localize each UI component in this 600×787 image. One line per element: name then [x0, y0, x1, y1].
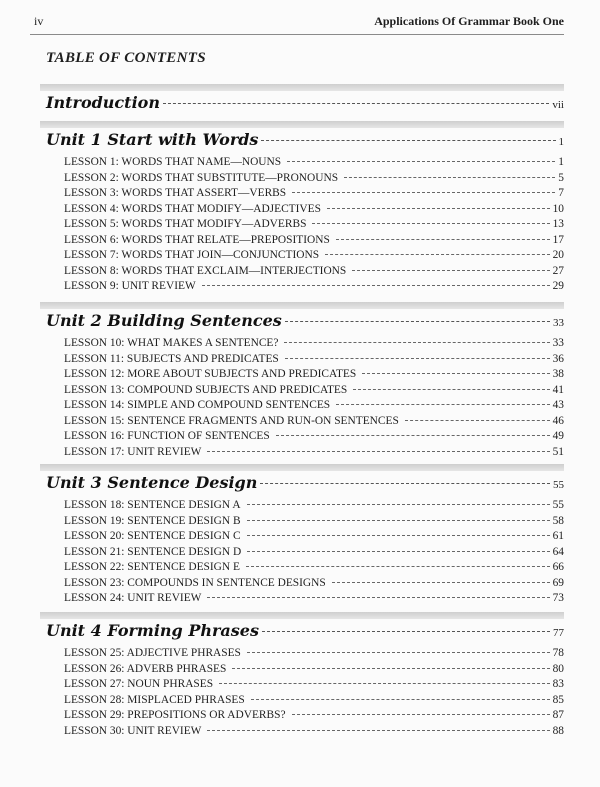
dot-leader — [325, 254, 550, 255]
lesson-entry — [64, 234, 564, 250]
lesson-entry — [64, 156, 564, 172]
lesson-entry — [64, 249, 564, 265]
toc-section-unit-3 — [40, 464, 564, 608]
dot-leader — [285, 358, 550, 359]
lesson-page-number: 87 — [552, 709, 564, 721]
lesson-page-number: 33 — [552, 337, 564, 349]
lesson-title: LESSON 21: SENTENCE DESIGN D — [64, 545, 242, 558]
dot-leader — [287, 161, 555, 162]
lesson-entry — [64, 647, 564, 663]
lesson-entry — [64, 530, 564, 546]
dot-leader — [207, 730, 549, 731]
lesson-page-number: 88 — [552, 724, 564, 737]
lesson-entry — [64, 337, 564, 353]
lesson-entry — [64, 399, 564, 415]
lesson-list — [40, 647, 564, 740]
lesson-page-number: 51 — [552, 445, 564, 458]
lesson-title: LESSON 12: MORE ABOUT SUBJECTS AND PREDICATES — [64, 368, 357, 380]
lesson-title: LESSON 13: COMPOUND SUBJECTS AND PREDICATES — [64, 383, 348, 396]
section-title: Unit 3 Sentence Design — [46, 473, 258, 492]
dot-leader — [292, 192, 555, 193]
dot-leader — [262, 631, 550, 632]
lesson-list — [40, 156, 564, 296]
section-page-number: 1 — [558, 136, 564, 148]
lesson-page-number: 46 — [552, 414, 564, 427]
lesson-page-number: 66 — [552, 561, 564, 573]
lesson-entry — [64, 203, 564, 219]
lesson-title: LESSON 3: WORDS THAT ASSERT—VERBS — [64, 187, 287, 199]
dot-leader — [336, 239, 550, 240]
dot-leader — [232, 668, 549, 669]
lesson-entry — [64, 561, 564, 577]
lesson-title: LESSON 22: SENTENCE DESIGN E — [64, 561, 240, 573]
lesson-entry — [64, 499, 564, 515]
section-heading — [40, 93, 564, 115]
dot-leader — [261, 140, 555, 141]
lesson-title: LESSON 5: WORDS THAT MODIFY—ADVERBS — [64, 218, 307, 230]
lesson-entry — [64, 577, 564, 593]
lesson-title: LESSON 6: WORDS THAT RELATE—PREPOSITIONS — [64, 233, 330, 246]
lesson-list — [40, 337, 564, 461]
section-title: Unit 2 Building Sentences — [46, 311, 282, 330]
toc-title: TABLE OF CONTENTS — [46, 50, 206, 66]
lesson-page-number: 20 — [552, 249, 564, 261]
section-divider — [40, 84, 564, 91]
lesson-title: LESSON 25: ADJECTIVE PHRASES — [64, 647, 241, 659]
lesson-title: LESSON 10: WHAT MAKES A SENTENCE? — [64, 337, 279, 349]
lesson-entry — [64, 725, 564, 741]
lesson-entry — [64, 678, 564, 694]
lesson-page-number: 36 — [552, 352, 564, 365]
lesson-page-number: 55 — [552, 499, 564, 511]
lesson-page-number: 27 — [552, 264, 564, 277]
toc-section-introduction — [40, 84, 564, 115]
page-number: iv — [34, 14, 44, 28]
lesson-page-number: 17 — [552, 233, 564, 246]
lesson-entry — [64, 430, 564, 446]
dot-leader — [353, 389, 549, 390]
lesson-page-number: 64 — [552, 545, 564, 558]
lesson-page-number: 43 — [552, 399, 564, 411]
dot-leader — [332, 582, 550, 583]
dot-leader — [285, 321, 550, 322]
lesson-page-number: 13 — [552, 218, 564, 230]
dot-leader — [251, 699, 550, 700]
dot-leader — [207, 451, 549, 452]
lesson-title: LESSON 17: UNIT REVIEW — [64, 445, 202, 458]
book-title: Applications Of Grammar Book One — [374, 14, 564, 28]
lesson-title: LESSON 4: WORDS THAT MODIFY—ADJECTIVES — [64, 202, 321, 215]
lesson-title: LESSON 30: UNIT REVIEW — [64, 724, 202, 737]
page-header — [30, 12, 564, 35]
lesson-page-number: 49 — [552, 430, 564, 442]
lesson-title: LESSON 19: SENTENCE DESIGN B — [64, 514, 241, 527]
section-title: Unit 4 Forming Phrases — [46, 621, 259, 640]
section-page-number: 33 — [553, 317, 564, 329]
section-divider — [40, 464, 564, 471]
dot-leader — [327, 208, 550, 209]
dot-leader — [219, 683, 550, 684]
lesson-title: LESSON 2: WORDS THAT SUBSTITUTE—PRONOUNS — [64, 171, 339, 184]
lesson-page-number: 85 — [552, 693, 564, 706]
toc-section-unit-1 — [40, 121, 564, 296]
lesson-entry — [64, 368, 564, 384]
section-heading — [40, 130, 564, 152]
dot-leader — [163, 103, 549, 104]
lesson-entry — [64, 384, 564, 400]
dot-leader — [207, 597, 549, 598]
dot-leader — [202, 285, 550, 286]
dot-leader — [362, 373, 549, 374]
lesson-title: LESSON 15: SENTENCE FRAGMENTS AND RUN-ON SENTENCES — [64, 414, 399, 427]
toc-section-unit-2 — [40, 302, 564, 461]
lesson-entry — [64, 353, 564, 369]
lesson-page-number: 58 — [552, 514, 564, 527]
lesson-entry — [64, 592, 564, 608]
dot-leader — [284, 342, 549, 343]
lesson-entry — [64, 546, 564, 562]
lesson-page-number: 7 — [558, 187, 564, 199]
dot-leader — [344, 177, 555, 178]
section-heading — [40, 621, 564, 643]
lesson-title: LESSON 7: WORDS THAT JOIN—CONJUNCTIONS — [64, 249, 320, 261]
lesson-entry — [64, 280, 564, 296]
lesson-page-number: 1 — [558, 156, 564, 168]
lesson-entry — [64, 446, 564, 462]
lesson-page-number: 61 — [552, 530, 564, 542]
lesson-title: LESSON 23: COMPOUNDS IN SENTENCE DESIGNS — [64, 576, 326, 589]
section-page-number: vii — [552, 99, 564, 111]
dot-leader — [312, 223, 549, 224]
dot-leader — [247, 535, 550, 536]
lesson-title: LESSON 28: MISPLACED PHRASES — [64, 693, 245, 706]
section-divider — [40, 612, 564, 619]
lesson-title: LESSON 9: UNIT REVIEW — [64, 280, 196, 292]
lesson-entry — [64, 709, 564, 725]
lesson-entry — [64, 415, 564, 431]
lesson-title: LESSON 14: SIMPLE AND COMPOUND SENTENCES — [64, 399, 331, 411]
lesson-title: LESSON 20: SENTENCE DESIGN C — [64, 530, 241, 542]
toc-section-unit-4 — [40, 612, 564, 740]
section-divider — [40, 302, 564, 309]
lesson-page-number: 10 — [552, 202, 564, 215]
lesson-entry — [64, 515, 564, 531]
dot-leader — [247, 520, 550, 521]
lesson-title: LESSON 16: FUNCTION OF SENTENCES — [64, 430, 270, 442]
lesson-page-number: 80 — [552, 662, 564, 675]
lesson-title: LESSON 29: PREPOSITIONS OR ADVERBS? — [64, 709, 286, 721]
lesson-title: LESSON 27: NOUN PHRASES — [64, 678, 214, 690]
dot-leader — [246, 566, 550, 567]
lesson-page-number: 83 — [552, 678, 564, 690]
lesson-entry — [64, 694, 564, 710]
lesson-title: LESSON 18: SENTENCE DESIGN A — [64, 499, 241, 511]
dot-leader — [352, 270, 549, 271]
lesson-list — [40, 499, 564, 608]
dot-leader — [247, 551, 549, 552]
section-heading — [40, 473, 564, 495]
section-page-number: 77 — [553, 627, 564, 639]
lesson-page-number: 78 — [552, 647, 564, 659]
lesson-page-number: 73 — [552, 592, 564, 604]
dot-leader — [247, 504, 550, 505]
lesson-title: LESSON 11: SUBJECTS AND PREDICATES — [64, 352, 279, 365]
lesson-page-number: 38 — [552, 368, 564, 380]
lesson-page-number: 69 — [552, 576, 564, 589]
dot-leader — [276, 435, 550, 436]
lesson-entry — [64, 663, 564, 679]
lesson-title: LESSON 24: UNIT REVIEW — [64, 592, 202, 604]
lesson-entry — [64, 172, 564, 188]
dot-leader — [292, 714, 550, 715]
lesson-entry — [64, 218, 564, 234]
dot-leader — [247, 652, 550, 653]
section-divider — [40, 121, 564, 128]
section-title: Introduction — [46, 93, 160, 112]
section-heading — [40, 311, 564, 333]
section-title: Unit 1 Start with Words — [46, 130, 259, 149]
lesson-title: LESSON 26: ADVERB PHRASES — [64, 662, 227, 675]
lesson-page-number: 5 — [558, 171, 564, 184]
lesson-entry — [64, 187, 564, 203]
lesson-page-number: 41 — [552, 383, 564, 396]
dot-leader — [405, 420, 550, 421]
lesson-entry — [64, 265, 564, 281]
lesson-page-number: 29 — [552, 280, 564, 292]
lesson-title: LESSON 8: WORDS THAT EXCLAIM—INTERJECTIONS — [64, 264, 347, 277]
dot-leader — [260, 483, 550, 484]
lesson-title: LESSON 1: WORDS THAT NAME—NOUNS — [64, 156, 282, 168]
dot-leader — [336, 404, 549, 405]
section-page-number: 55 — [553, 479, 564, 491]
